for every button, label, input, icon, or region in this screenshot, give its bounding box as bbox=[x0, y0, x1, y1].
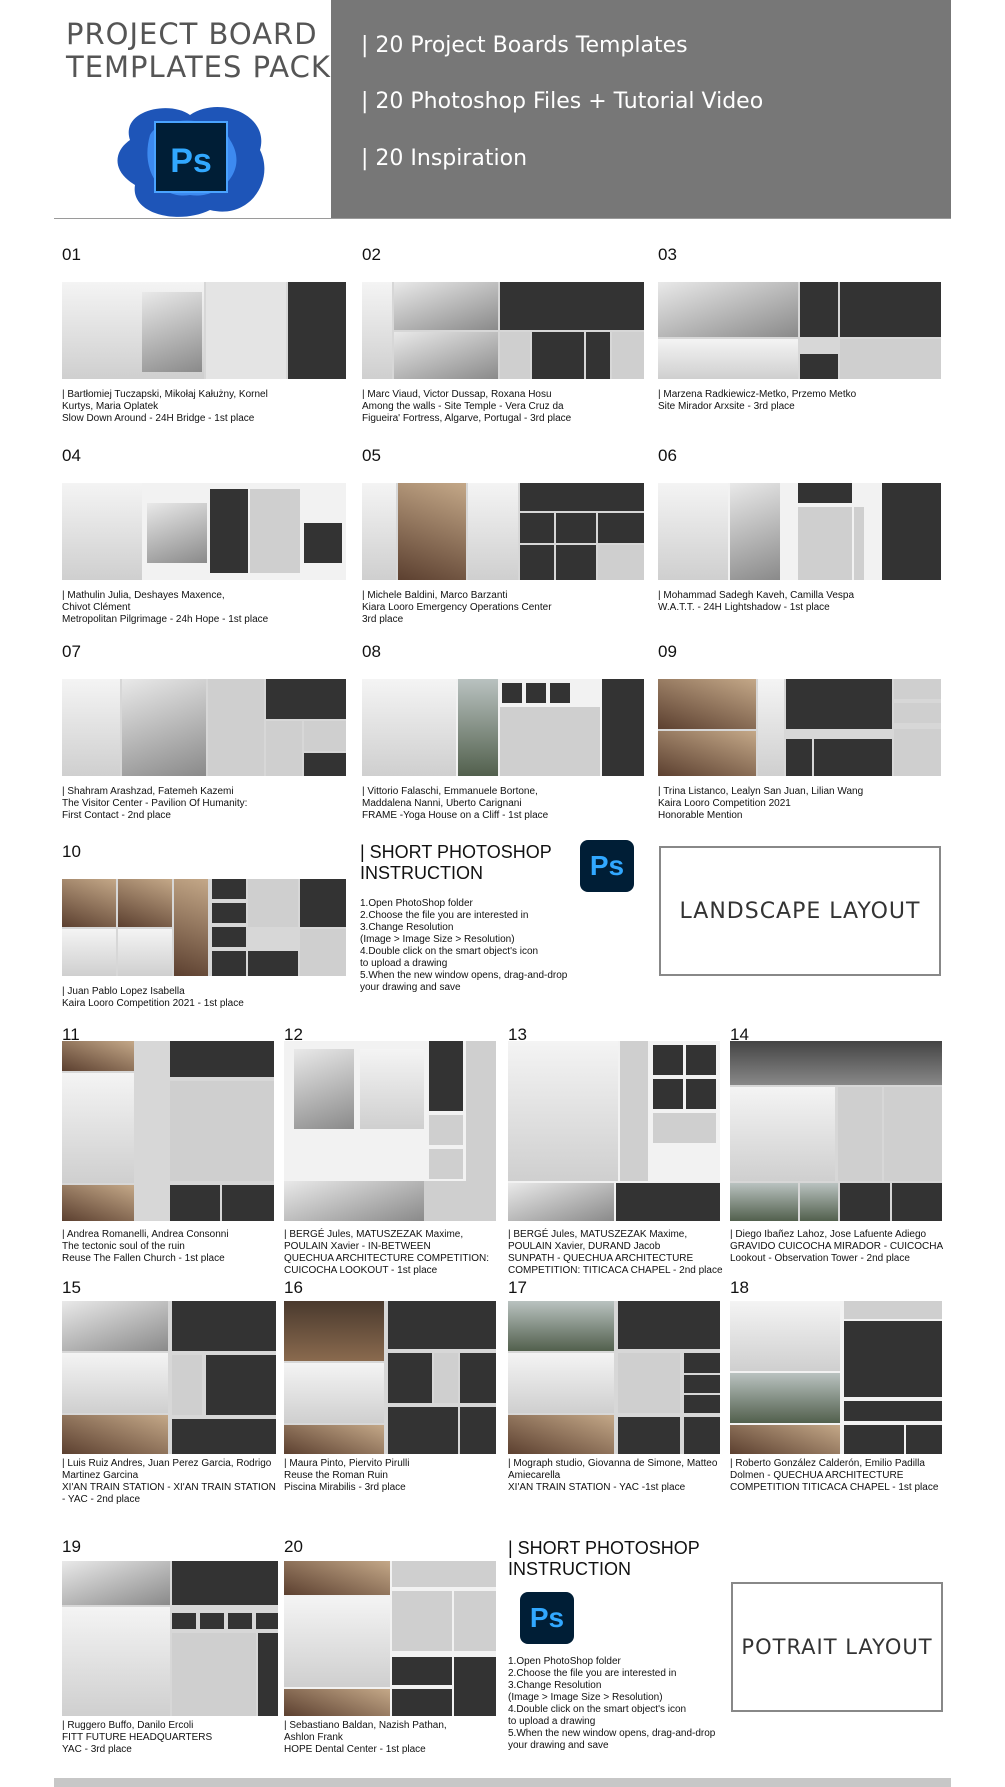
instruction-step: 5.When the new window opens, drag-and-drop your drawing and save bbox=[360, 970, 568, 993]
board-number: 19 bbox=[62, 1537, 81, 1556]
feature-templates: | 20 Project Boards Templates bbox=[361, 33, 688, 58]
board-thumbnail[interactable] bbox=[362, 483, 644, 580]
board-number: 17 bbox=[508, 1278, 527, 1297]
board-number: 03 bbox=[658, 245, 677, 264]
board-thumbnail[interactable] bbox=[362, 679, 644, 776]
header-divider bbox=[54, 218, 951, 219]
portrait-instruction-steps bbox=[508, 1656, 758, 1752]
board-thumbnail[interactable] bbox=[658, 483, 941, 580]
board-thumbnail[interactable] bbox=[730, 1301, 942, 1454]
ps-logo-text: Ps bbox=[170, 142, 212, 180]
photoshop-splash-logo bbox=[110, 100, 275, 225]
board-thumbnail[interactable] bbox=[508, 1041, 720, 1221]
board-thumbnail[interactable] bbox=[62, 282, 346, 379]
board-number: 15 bbox=[62, 1278, 81, 1297]
board-thumbnail[interactable] bbox=[62, 1561, 278, 1716]
footer-bar bbox=[54, 1778, 951, 1787]
instruction-step: 2.Choose the file you are interested in bbox=[508, 1668, 677, 1679]
board-thumbnail[interactable] bbox=[658, 679, 941, 776]
board-caption: | Andrea Romanelli, Andrea Consonni The tectonic soul of the ruin Reuse The Fallen Church - 1st place bbox=[62, 1229, 229, 1264]
board-number: 04 bbox=[62, 446, 81, 465]
board-caption: | Juan Pablo Lopez Isabella Kaira Looro Competition 2021 - 1st place bbox=[62, 986, 244, 1009]
board-number: 07 bbox=[62, 642, 81, 661]
board-caption: | Maura Pinto, Piervito Pirulli Reuse the Roman Ruin Piscina Mirabilis - 3rd place bbox=[284, 1458, 410, 1493]
board-caption: | Marc Viaud, Victor Dussap, Roxana Hosu Among the walls - Site Temple - Vera Cruz da Figueira' Fortress, Algarve, Portugal - 3rd place bbox=[362, 389, 572, 424]
board-number: 06 bbox=[658, 446, 677, 465]
board-number: 02 bbox=[362, 245, 381, 264]
instruction-step: 1.Open PhotoShop folder bbox=[360, 898, 473, 909]
board-caption: | Sebastiano Baldan, Nazish Pathan, Ashlon Frank HOPE Dental Center - 1st place bbox=[284, 1720, 447, 1755]
portrait-instruction-title: | SHORT PHOTOSHOP INSTRUCTION bbox=[508, 1538, 700, 1579]
photoshop-icon: Ps bbox=[520, 1592, 574, 1644]
board-number: 14 bbox=[730, 1025, 749, 1041]
board-thumbnail[interactable] bbox=[284, 1041, 496, 1221]
board-caption: | BERGÉ Jules, MATUSZEZAK Maxime, POULAIN Xavier, DURAND Jacob SUNPATH - QUECHUA ARCHITECTURE COMPETITION: TITICACA CHAPEL - 2nd place bbox=[508, 1229, 723, 1276]
board-number: 11 bbox=[62, 1025, 80, 1041]
board-caption: | Luis Ruiz Andres, Juan Perez Garcia, Rodrigo Martinez Garcina XI'AN TRAIN STATION - XI'AN TRAIN STATION - YAC - 2nd place bbox=[62, 1458, 276, 1505]
board-thumbnail[interactable] bbox=[362, 282, 644, 379]
instruction-step: 4.Double click on the smart object's icon to upload a drawing bbox=[508, 1704, 687, 1727]
board-thumbnail[interactable] bbox=[730, 1041, 942, 1221]
board-caption: | Diego Ibañez Lahoz, Jose Lafuente Adiego GRAVIDO CUICOCHA MIRADOR - CUICOCHA Lookout - Observation Tower - 2nd place bbox=[730, 1229, 944, 1264]
board-thumbnail[interactable] bbox=[62, 679, 346, 776]
features-box bbox=[331, 0, 951, 218]
board-caption: | Shahram Arashzad, Fatemeh Kazemi The Visitor Center - Pavilion Of Humanity: First Contact - 2nd place bbox=[62, 786, 248, 821]
board-thumbnail[interactable] bbox=[508, 1301, 720, 1454]
board-number: 13 bbox=[508, 1025, 527, 1041]
board-caption: | Vittorio Falaschi, Emmanuele Bortone, Maddalena Nanni, Uberto Carignani FRAME -Yoga House on a Cliff - 1st place bbox=[362, 786, 549, 821]
board-number: 01 bbox=[62, 245, 81, 264]
board-thumbnail[interactable] bbox=[658, 282, 941, 379]
board-caption: | Ruggero Buffo, Danilo Ercoli FITT FUTURE HEADQUARTERS YAC - 3rd place bbox=[62, 1720, 213, 1755]
board-number: 09 bbox=[658, 642, 677, 661]
instruction-step: 2.Choose the file you are interested in bbox=[360, 910, 529, 921]
board-number: 20 bbox=[284, 1537, 303, 1556]
board-caption: | Bartłomiej Tuczapski, Mikołaj Kałużny, Kornel Kurtys, Maria Oplatek Slow Down Around - 24H Bridge - 1st place bbox=[62, 389, 268, 424]
board-thumbnail[interactable] bbox=[62, 1041, 274, 1221]
board-number: 08 bbox=[362, 642, 381, 661]
landscape-instruction-steps bbox=[360, 898, 610, 994]
board-caption: | Trina Listanco, Lealyn San Juan, Lilian Wang Kaira Looro Competition 2021 Honorable Mention bbox=[658, 786, 864, 821]
board-thumbnail[interactable] bbox=[284, 1301, 496, 1454]
board-caption: | Mohammad Sadegh Kaveh, Camilla Vespa W.A.T.T. - 24H Lightshadow - 1st place bbox=[658, 590, 855, 613]
portrait-layout-label: POTRAIT LAYOUT bbox=[731, 1582, 943, 1712]
board-caption: | Marzena Radkiewicz-Metko, Przemo Metko Site Mirador Arxsite - 3rd place bbox=[658, 389, 857, 412]
instruction-step: 4.Double click on the smart object's icon to upload a drawing bbox=[360, 946, 539, 969]
board-number: 18 bbox=[730, 1278, 749, 1297]
instruction-step: 3.Change Resolution (Image > Image Size > Resolution) bbox=[360, 922, 515, 945]
pack-title: PROJECT BOARD TEMPLATES PACK bbox=[66, 17, 331, 84]
instruction-step: 3.Change Resolution (Image > Image Size > Resolution) bbox=[508, 1680, 663, 1703]
board-caption: | BERGÉ Jules, MATUSZEZAK Maxime, POULAIN Xavier - IN-BETWEEN QUECHUA ARCHITECTURE COMPETITION: CUICOCHA LOOKOUT - 1st place bbox=[284, 1229, 490, 1276]
feature-psd-files: | 20 Photoshop Files + Tutorial Video bbox=[361, 89, 764, 114]
board-thumbnail[interactable] bbox=[62, 879, 346, 976]
photoshop-icon: Ps bbox=[580, 840, 634, 892]
board-number: 10 bbox=[62, 842, 81, 861]
landscape-instruction-title: | SHORT PHOTOSHOP INSTRUCTION bbox=[360, 842, 552, 883]
board-number: 16 bbox=[284, 1278, 303, 1297]
board-thumbnail[interactable] bbox=[62, 1301, 276, 1454]
board-thumbnail[interactable] bbox=[284, 1561, 496, 1716]
feature-inspiration: | 20 Inspiration bbox=[361, 146, 528, 171]
board-caption: | Michele Baldini, Marco Barzanti Kiara Looro Emergency Operations Center 3rd place bbox=[362, 590, 552, 625]
board-thumbnail[interactable] bbox=[62, 483, 346, 580]
board-number: 12 bbox=[284, 1025, 303, 1041]
instruction-step: 1.Open PhotoShop folder bbox=[508, 1656, 621, 1667]
board-caption: | Roberto González Calderón, Emilio Padilla Dolmen - QUECHUA ARCHITECTURE COMPETITION TITICACA CHAPEL - 1st place bbox=[730, 1458, 939, 1493]
board-caption: | Mograph studio, Giovanna de Simone, Matteo Amiecarella XI'AN TRAIN STATION - YAC -1st place bbox=[508, 1458, 718, 1493]
instruction-step: 5.When the new window opens, drag-and-drop your drawing and save bbox=[508, 1728, 716, 1751]
landscape-layout-label: LANDSCAPE LAYOUT bbox=[659, 846, 941, 976]
board-number: 05 bbox=[362, 446, 381, 465]
board-caption: | Mathulin Julia, Deshayes Maxence, Chivot Clément Metropolitan Pilgrimage - 24h Hope - 1st place bbox=[62, 590, 269, 625]
